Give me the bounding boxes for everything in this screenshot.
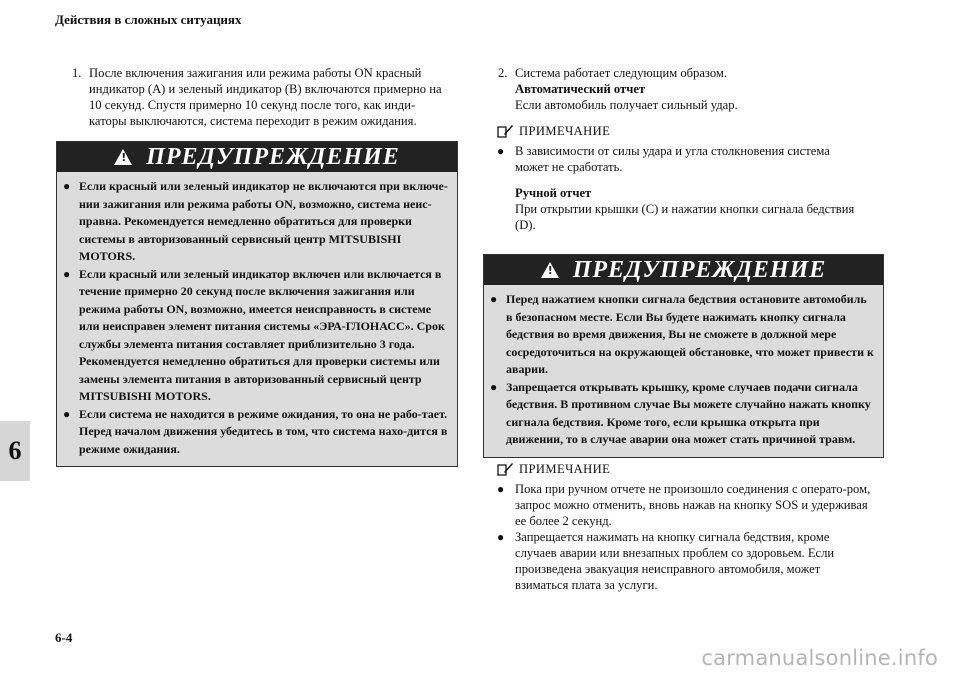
step-1	[72, 65, 444, 129]
warning-triangle-icon	[541, 262, 559, 278]
note-1	[496, 123, 858, 175]
warning-1-item: ● Если система не находится в режиме ожидания, то она не рабо-тает. Перед началом движения убедитесь в том, что система нахо-дится в режиме ожидания.	[79, 406, 449, 459]
note-2	[496, 461, 874, 593]
page-number: 6-4	[55, 630, 73, 645]
manual-report-text: При открытии крышки (C) и нажатии кнопки сигнала бедствия (D).	[515, 202, 855, 232]
auto-report-text: Если автомобиль получает сильный удар.	[515, 98, 738, 112]
manual-report	[515, 185, 855, 233]
step-2-text: Система работает следующим образом.	[515, 66, 727, 80]
step-2-number: 2.	[498, 66, 508, 80]
note-pencil-icon	[496, 461, 514, 477]
note-2-item: ● Запрещается нажимать на кнопку сигнала бедствия, кроме случаев аварии или внезапных проблем со здоровьем. Если произведена эвакуация неисправного автомобиля, может взиматься плата за услуги.	[515, 529, 874, 593]
chapter-tab	[0, 421, 30, 481]
manual-report-heading: Ручной отчет	[515, 186, 592, 200]
warning-box-2	[483, 254, 884, 458]
step-1-number: 1.	[72, 66, 82, 80]
note-2-label: ПРИМЕЧАНИЕ	[519, 461, 611, 476]
note-2-item: ● Пока при ручном отчете не произошло соединения с операто-ром, запрос можно отменить, вновь нажав на кнопку SOS и удерживая ее более 2 секунд.	[515, 481, 874, 529]
warning-1-item: ● Если красный или зеленый индикатор включен или включается в течение примерно 20 секунд после включения зажигания или режима работы ON, возможно, имеется неисправность в системе или неисправен элемент питания системы «ЭРА-ГЛОНАСС». Срок службы элемента питания составляет приблизительно 3 года. Рекомендуется немедленно обратиться для проверки системы или замены элемента питания в авторизованный сервисный центр MITSUBISHI MOTORS.	[79, 266, 449, 406]
warning-header-1	[57, 142, 457, 172]
warning-list-2	[484, 285, 883, 457]
warning-1-item: ● Если красный или зеленый индикатор не включаются при включе-нии зажигания или режима работы ON, возможно, система неис-правна. Рекомендуется немедленно обратиться для проверки системы в авторизованный сервисный центр MITSUBISHI MOTORS.	[79, 178, 449, 266]
warning-header-2	[484, 255, 883, 285]
warning-2-item: ● Запрещается открывать крышку, кроме случаев подачи сигнала бедствия. В противном случае Вы можете случайно нажать кнопку сигнала бедствия. Кроме того, если крышка открыта при движении, то в случае аварии она может стать причиной травм.	[506, 379, 875, 449]
warning-triangle-icon	[114, 149, 132, 165]
warning-2-item: ● Перед нажатием кнопки сигнала бедствия остановите автомобиль в безопасном месте. Если Вы будете нажимать кнопку сигнала бедствия во время движения, Вы не сможете в должной мере сосредоточиться на окружающей обстановке, что может привести к аварии.	[506, 291, 875, 379]
watermark: carmanualsonline.info	[701, 646, 938, 670]
note-1-item: ● В зависимости от силы удара и угла столкновения система может не сработать.	[515, 143, 858, 175]
warning-title-1: ПРЕДУПРЕЖДЕНИЕ	[146, 143, 400, 170]
warning-list-1	[57, 172, 457, 466]
warning-title-2: ПРЕДУПРЕЖДЕНИЕ	[572, 256, 827, 283]
note-pencil-icon	[496, 123, 514, 139]
auto-report-heading: Автоматический отчет	[515, 82, 646, 96]
warning-box-1	[56, 141, 458, 467]
chapter-tab-number: 6	[8, 436, 22, 465]
step-2	[498, 65, 858, 113]
note-1-label: ПРИМЕЧАНИЕ	[519, 123, 611, 138]
step-1-text: После включения зажигания или режима работы ON красный индикатор (A) и зеленый индикатор (B) включаются примерно на 10 секунд. Спустя примерно 10 секунд после того, как инди-каторы выключаются, система переходит в режим ожидания.	[89, 66, 442, 128]
section-header: Действия в сложных ситуациях	[55, 12, 242, 27]
